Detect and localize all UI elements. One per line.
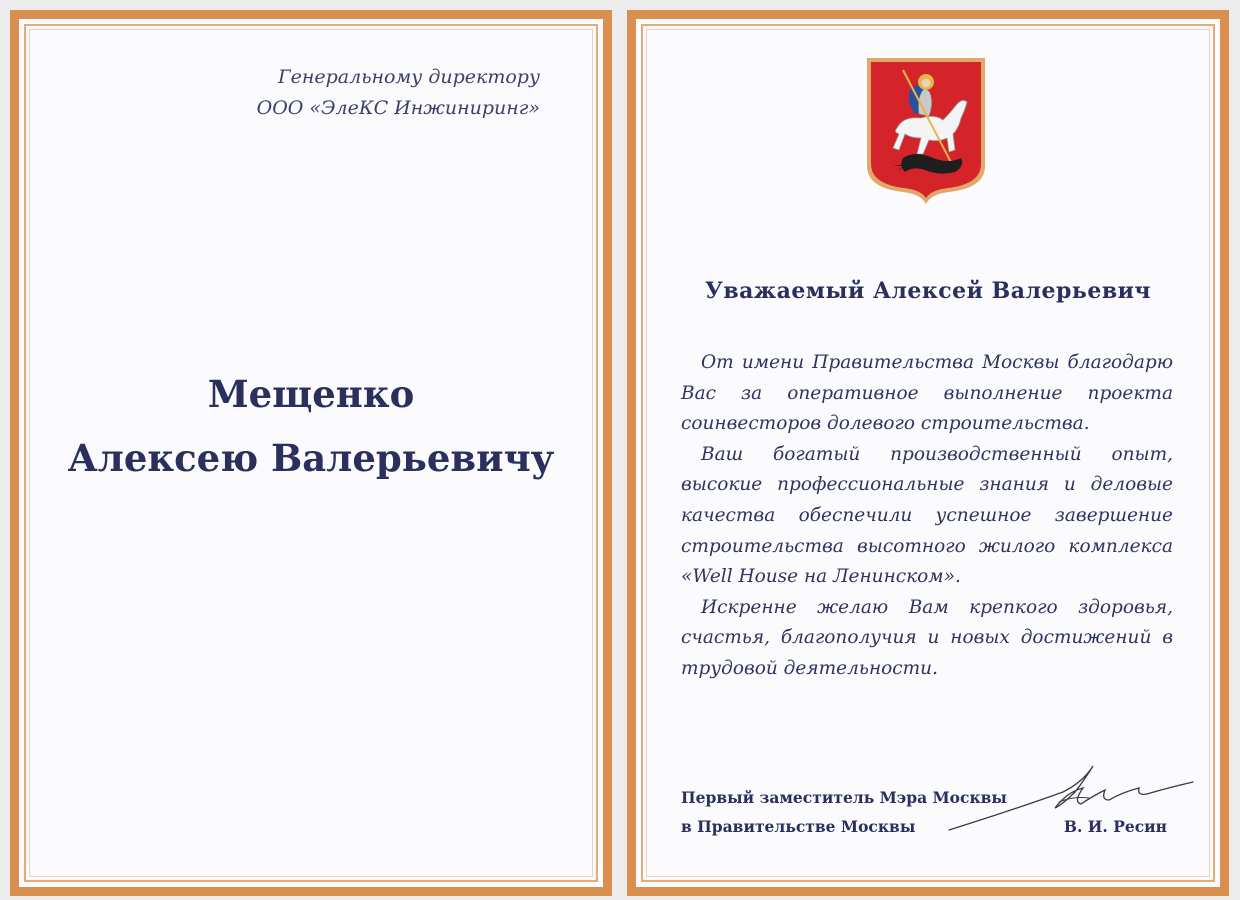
paragraph-wishes: Искренне желаю Вам крепкого здоровья, счастья, благополучия и новых достижений в трудовой деятельности. (681, 596, 1173, 679)
recipient-name (10, 362, 612, 490)
signatory-title-line1: Первый заместитель Мэра Москвы (681, 788, 1007, 807)
paragraph-thanks: От имени Правительства Москвы благодарю Вас за оперативное выполнение проекта соинвесторов долевого строительства. (681, 352, 1173, 435)
letter-body (681, 348, 1173, 685)
signatory-name: В. И. Ресин (1063, 817, 1167, 836)
letter-page (627, 10, 1229, 896)
addressee-company: ООО «ЭлеКС Инжиниринг» (256, 97, 540, 119)
recipient-given-names: Алексею Валерьевичу (67, 436, 555, 480)
signatory-title (681, 783, 1007, 841)
addressee-position: Генеральному директору (278, 66, 540, 88)
signatory-title-line2: в Правительстве Москвы (681, 817, 916, 836)
paragraph-achievement: Ваш богатый производственный опыт, высокие профессиональные знания и деловые качества обеспечили успешное завершение строительства высотного жилого комплекса «Well House на Ленинском». (681, 443, 1173, 588)
cover-page (10, 10, 612, 896)
addressee-block (257, 62, 540, 124)
recipient-surname: Мещенко (207, 372, 415, 416)
moscow-coat-of-arms-icon (863, 54, 989, 206)
greeting: Уважаемый Алексей Валерьевич (704, 278, 1152, 304)
